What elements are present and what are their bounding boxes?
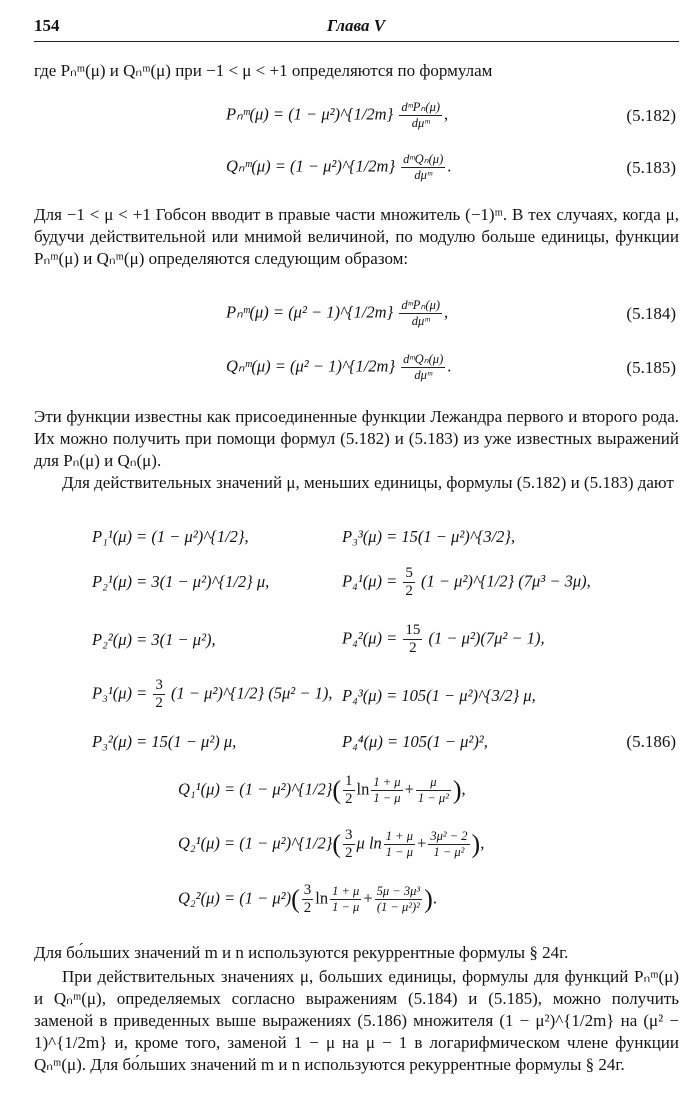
paragraph-hobson: Для −1 < μ < +1 Гобсон вводит в правые части множитель (−1)ᵐ. В тех случаях, когда μ, будучи действительной или мнимой величиной, по модулю больше единицы, функции Pₙᵐ(μ) и Qₙᵐ(μ) определяются следующим образом: [34, 205, 679, 268]
coef-fraction [403, 565, 415, 600]
page-number: 154 [34, 16, 60, 35]
rhs: (1 − μ²)^{1/2} (7μ³ − 3μ), [421, 571, 591, 591]
equation-5-184 [226, 298, 448, 329]
numerator: 3 [345, 827, 353, 843]
numerator: 1 [345, 773, 353, 789]
eq-fraction [399, 298, 442, 329]
lhs: Q₂¹(μ) = (1 − μ²)^{1/2} [178, 833, 333, 853]
equation-number: (5.182) [626, 106, 676, 125]
fraction [330, 884, 361, 915]
paragraph-recurrence: Для бо́льших значений m и n используются рекуррентные формулы § 24г. [34, 943, 569, 962]
formula-p42 [342, 622, 545, 657]
paren-open: ( [291, 884, 300, 914]
log: ln [315, 888, 329, 908]
eq-punct: . [447, 156, 452, 176]
numerator: 1 + μ [332, 884, 360, 898]
equation-number: (5.183) [626, 158, 676, 177]
lhs: P₄¹(μ) = [342, 571, 398, 591]
fraction [375, 884, 422, 915]
equation-5-183 [226, 152, 451, 183]
operator: + [404, 779, 414, 799]
numerator: dᵐPₙ(μ) [401, 100, 441, 114]
eq-punct: , [444, 302, 449, 322]
numerator: 5μ − 3μ³ [376, 884, 421, 898]
operator: + [417, 833, 427, 853]
equation-5-185 [226, 352, 451, 383]
denominator: 2 [409, 640, 417, 656]
numerator: 3 [303, 882, 312, 898]
numerator: dᵐPₙ(μ) [401, 298, 441, 312]
denominator: dμᵐ [411, 314, 430, 328]
denominator: 1 − μ [385, 845, 413, 859]
paragraph-intro: где Pₙᵐ(μ) и Qₙᵐ(μ) при −1 < μ < +1 определяются по формулам [34, 61, 493, 80]
lhs: Q₁¹(μ) = (1 − μ²)^{1/2} [178, 779, 333, 799]
paren-close: ) [424, 884, 433, 914]
numerator: 3μ² − 2 [430, 829, 468, 843]
fraction [343, 773, 355, 808]
paragraph-associated-functions: Эти функции известны как присоединенные функции Лежандра первого и второго рода. Их можно получить при помощи формул (5.182) и (5.183) из уже известных выражений для Pₙ(μ) и Qₙ(μ). [34, 407, 679, 470]
formula-p32: P₃²(μ) = 15(1 − μ²) μ, [92, 732, 237, 751]
formula-q11 [178, 773, 466, 808]
numerator: 5 [405, 565, 413, 581]
denominator: (1 − μ²)² [376, 900, 420, 914]
formula-p11: P₁¹(μ) = (1 − μ²)^{1/2}, [92, 527, 249, 546]
log: μ ln [356, 833, 382, 853]
denominator: 2 [345, 791, 353, 807]
lhs: P₃¹(μ) = [92, 683, 148, 703]
denominator: 2 [303, 900, 312, 916]
denominator: 1 − μ² [433, 845, 465, 859]
paren-close: ) [452, 775, 462, 805]
chapter-title: Глава V [326, 16, 386, 35]
numerator: μ [416, 775, 451, 791]
formula-p21: P₂¹(μ) = 3(1 − μ²)^{1/2} μ, [92, 572, 270, 591]
eq-lhs: Qₙᵐ(μ) = (μ² − 1)^{1/2m} [226, 356, 396, 376]
lhs: P₄²(μ) = [342, 628, 398, 648]
eq-punct: . [447, 356, 452, 376]
paragraph-large-mu: При действительных значениях μ, больших единицы, формулы для функций Pₙᵐ(μ) и Qₙᵐ(μ), определяемых согласно выражениям (5.184) и (5.185), можно получить заменой в приведенных выше выражениях (5.186) множителя (1 − μ²)^{1/2m} на (μ² − 1)^{1/2m} и, кроме того, заменой 1 − μ на μ − 1 в логарифмическом члене функции Qₙᵐ(μ). Для бо́льших значений m и n используются рекуррентные формулы § 24г. [34, 967, 679, 1074]
paren-open: ( [332, 775, 342, 805]
fraction [302, 882, 314, 917]
equation-number: (5.186) [626, 732, 676, 751]
fraction [343, 827, 355, 862]
denominator: dμᵐ [414, 168, 433, 182]
fraction [416, 775, 451, 806]
equation-number: (5.184) [626, 304, 676, 323]
formula-p33: P₃³(μ) = 15(1 − μ²)^{3/2}, [342, 527, 516, 546]
paren-open: ( [332, 829, 342, 859]
lhs: Q₂²(μ) = (1 − μ²) [178, 888, 292, 908]
rhs: (1 − μ²)(7μ² − 1), [428, 628, 545, 648]
coef-fraction [403, 622, 422, 657]
formula-p41 [342, 565, 591, 600]
formula-p44: P₄⁴(μ) = 105(1 − μ²)², [342, 732, 488, 751]
denominator: 1 − μ² [417, 791, 449, 805]
eq-fraction [399, 100, 442, 131]
eq-punct: , [444, 104, 449, 124]
formula-q22 [178, 882, 437, 917]
eq-fraction [401, 352, 445, 383]
paragraph-real-values: Для действительных значений μ, меньших единицы, формулы (5.182) и (5.183) дают [62, 473, 674, 492]
eq-fraction [401, 152, 445, 183]
eq-punct: , [480, 833, 485, 853]
numerator: 15 [405, 622, 421, 638]
numerator: 1 + μ [373, 775, 401, 789]
page-header [34, 16, 678, 38]
formula-p43: P₄³(μ) = 105(1 − μ²)^{3/2} μ, [342, 686, 536, 705]
log: ln [356, 779, 370, 799]
formula-p31 [92, 677, 333, 712]
denominator: 1 − μ [373, 791, 401, 805]
denominator: dμᵐ [414, 368, 433, 382]
denominator: 2 [405, 583, 413, 599]
equation-5-182 [226, 100, 448, 131]
fraction [428, 829, 469, 860]
fraction [384, 829, 415, 860]
eq-lhs: Pₙᵐ(μ) = (1 − μ²)^{1/2m} [226, 104, 394, 124]
equation-number: (5.185) [626, 358, 676, 377]
eq-lhs: Pₙᵐ(μ) = (μ² − 1)^{1/2m} [226, 302, 394, 322]
denominator: 2 [345, 845, 353, 861]
numerator: dᵐQₙ(μ) [403, 352, 444, 366]
eq-punct: . [432, 888, 437, 908]
eq-punct: , [461, 779, 466, 799]
eq-lhs: Qₙᵐ(μ) = (1 − μ²)^{1/2m} [226, 156, 396, 176]
formula-p22: P₂²(μ) = 3(1 − μ²), [92, 630, 216, 649]
numerator: 3 [155, 677, 163, 693]
header-rule [34, 41, 679, 42]
fraction [371, 775, 402, 806]
paren-close: ) [471, 829, 481, 859]
numerator: dᵐQₙ(μ) [403, 152, 444, 166]
numerator: 1 + μ [385, 829, 413, 843]
coef-fraction [153, 677, 165, 712]
denominator: 2 [155, 695, 163, 711]
operator: + [363, 888, 373, 908]
formula-q21 [178, 827, 484, 862]
rhs: (1 − μ²)^{1/2} (5μ² − 1), [171, 683, 333, 703]
denominator: 1 − μ [332, 900, 360, 914]
denominator: dμᵐ [411, 116, 430, 130]
